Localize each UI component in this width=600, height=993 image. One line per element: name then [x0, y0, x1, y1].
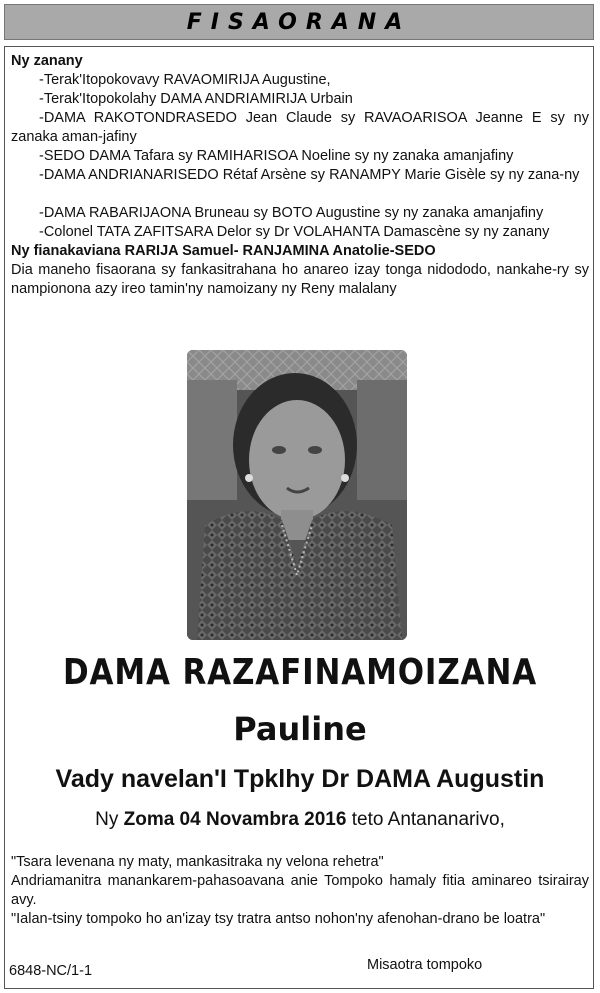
- date-prefix: Ny: [95, 809, 119, 830]
- deceased-name: DAMA RAZAFINAMOIZANA: [62, 652, 538, 693]
- intro-text: Dia maneho fisaorana sy fankasitrahana ho anareo izay tonga nidododo, nankahe-ry sy nampionona azy ireo tamin'ny namoizany ny Reny malalany: [11, 262, 589, 297]
- quote-3: "Ialan-tsiny tompoko ho an'izay tsy tratra antso nohon'ny afenohan-drano be loatra": [11, 911, 546, 927]
- child-item: -Terak'Itopokovavy RAVAOMIRIJA Augustine,: [39, 72, 331, 88]
- quote-1: "Tsara levenana ny maty, mankasitraka ny velona rehetra": [11, 854, 384, 870]
- portrait-photo: [187, 350, 407, 640]
- children-heading: Ny zanany: [11, 53, 83, 69]
- child-item: -SEDO DAMA Tafara sy RAMIHARISOA Noeline sy ny zanaka amanjafiny: [39, 148, 514, 164]
- header-banner: [4, 4, 594, 40]
- thanks-signoff: Misaotra tompoko: [367, 957, 483, 973]
- death-place: teto Antananarivo,: [351, 809, 505, 830]
- date-line: [5, 809, 595, 831]
- reference-code: 6848-NC/1-1: [9, 963, 93, 979]
- child-item: -DAMA RAKOTONDRASEDO Jean Claude sy RAVAOARISOA Jeanne E sy ny zanaka aman-jafiny: [11, 110, 589, 145]
- child-item: -Terak'Itopokolahy DAMA ANDRIAMIRIJA Urbain: [39, 91, 353, 107]
- notice-panel: [4, 46, 594, 989]
- family-line: Ny fianakaviana RARIJA Samuel- RANJAMINA Anatolie-SEDO: [11, 243, 436, 259]
- child-item: -DAMA ANDRIANARISEDO Rétaf Arsène sy RANAMPY Marie Gisèle sy ny zana-ny: [39, 167, 580, 183]
- deceased-first-name: Pauline: [233, 710, 367, 748]
- child-item: -Colonel TATA ZAFITSARA Delor sy Dr VOLAHANTA Damascène sy ny zanany: [39, 224, 550, 240]
- death-date: Zoma 04 Novambra 2016: [123, 809, 347, 830]
- quote-2: Andriamanitra manankarem-pahasoavana anie Tompoko hamaly fitia aminareo tsirairay avy.: [11, 873, 589, 908]
- page-title: FISAORANA: [186, 10, 412, 35]
- spouse-line: Vady navelan'I Tpklhy Dr DAMA Augustin: [55, 765, 545, 793]
- child-item: -DAMA RABARIJAONA Bruneau sy BOTO Augustine sy ny zanaka amanjafiny: [39, 205, 544, 221]
